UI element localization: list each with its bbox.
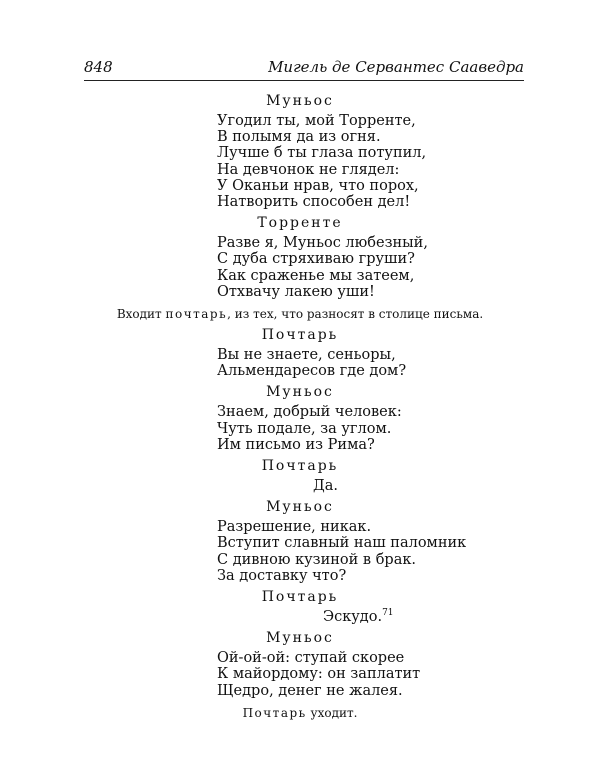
verse-line: Им письмо из Рима? — [217, 436, 375, 453]
stage-character: почтарь — [165, 307, 228, 322]
verse-line: Лучше б ты глаза потупил, — [217, 145, 427, 162]
speaker-name: Муньос — [266, 630, 334, 647]
verse-line: За доставку что? — [217, 567, 347, 584]
page-header — [84, 58, 524, 80]
verse-line: Угодил ты, мой Торренте, — [217, 113, 416, 129]
stage-suffix: уходит. — [306, 705, 358, 720]
page-number: 848 — [84, 58, 113, 76]
verse-line: У Оканьи нрав, что порох, — [217, 177, 419, 194]
header-rule — [84, 80, 524, 81]
verse-line: Вы не знаете, сеньоры, — [217, 347, 396, 364]
verse-line: Да. — [313, 478, 339, 495]
verse-text: Эскудо. — [323, 609, 383, 626]
stage-direction — [0, 705, 600, 721]
speaker-name: Муньос — [266, 384, 334, 401]
verse-block — [217, 519, 600, 584]
verse-block — [217, 347, 600, 379]
running-title: Мигель де Сервантес Сааведра — [268, 58, 524, 76]
verse-line: Щедро, денег не жалея. — [217, 682, 403, 699]
verse-line: Разве я, Муньос любезный, — [217, 235, 428, 252]
verse-line: Разрешение, никак. — [217, 519, 372, 536]
verse-line: Альмендаресов где дом? — [217, 363, 407, 380]
footnote-marker[interactable]: 71 — [382, 608, 394, 619]
verse-line: С дивною кузиной в брак. — [217, 551, 417, 568]
verse-line: Отхвачу лакею уши! — [217, 283, 375, 300]
speaker-name: Муньос — [266, 499, 334, 516]
verse-block — [217, 404, 600, 453]
verse-block — [217, 650, 600, 699]
speaker-name: Почтарь — [261, 589, 339, 606]
verse-block — [217, 478, 600, 494]
verse-block — [217, 113, 600, 210]
stage-direction — [0, 306, 600, 322]
verse-line: Как сраженье мы затеем, — [217, 267, 415, 284]
verse-line: Ой-ой-ой: ступай скорее — [217, 650, 405, 667]
speaker-name: Почтарь — [261, 327, 339, 344]
stage-suffix: , из тех, что разносят в столице письма. — [227, 307, 484, 322]
verse-line: На девчонок не глядел: — [217, 161, 400, 178]
verse-line: Знаем, добрый человек: — [217, 404, 402, 421]
play-text — [0, 88, 600, 725]
speaker-name: Почтарь — [261, 458, 339, 475]
verse-line: В полымя да из огня. — [217, 129, 381, 146]
speaker-name: Муньос — [266, 93, 334, 109]
stage-prefix: Входит — [116, 307, 166, 322]
verse-line: Натворить способен дел! — [217, 194, 411, 211]
verse-line: Вступит славный наш паломник — [217, 535, 467, 552]
verse-line — [323, 609, 600, 625]
speaker-name: Торренте — [257, 215, 343, 232]
verse-line: Чуть подале, за углом. — [217, 420, 392, 437]
verse-block — [217, 235, 600, 300]
verse-line: С дуба стряхиваю груши? — [217, 251, 415, 268]
verse-line: К майордому: он заплатит — [217, 666, 421, 683]
stage-character: Почтарь — [242, 705, 307, 720]
verse-block — [217, 609, 600, 625]
